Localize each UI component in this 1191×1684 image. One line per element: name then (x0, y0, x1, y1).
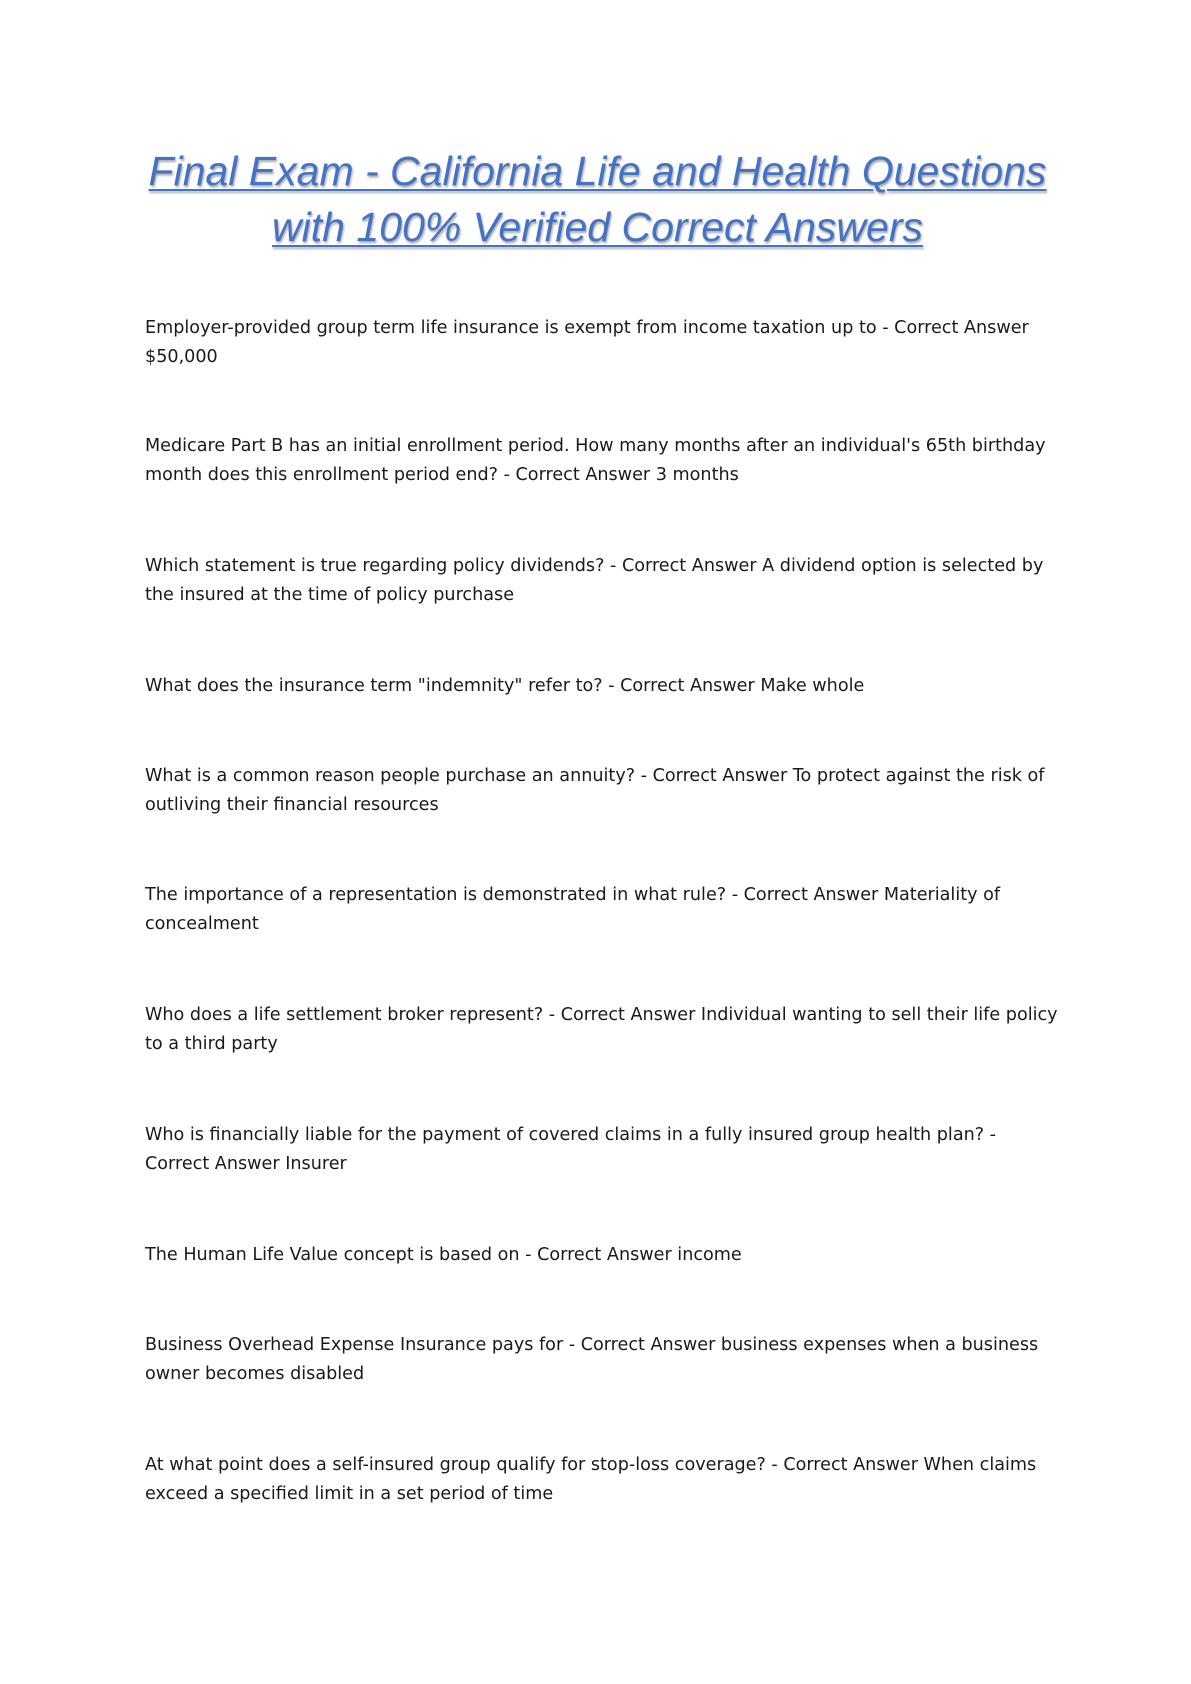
qa-item: The Human Life Value concept is based on - Correct Answer income (145, 1245, 742, 1265)
qa-item: The importance of a representation is demonstrated in what rule? - Correct Answer Materiality of concealment (145, 885, 1001, 934)
qa-item: Medicare Part B has an initial enrollment period. How many months after an individual's 65th birthday month does this enrollment period end? - Correct Answer 3 months (145, 436, 1046, 485)
qa-item: At what point does a self-insured group qualify for stop-loss coverage? - Correct Answer When claims exceed a specified limit in a set period of time (145, 1455, 1037, 1504)
document-title: Final Exam - California Life and Health Questions with 100% Verified Correct Answers (148, 148, 1047, 250)
qa-item: Which statement is true regarding policy dividends? - Correct Answer A dividend option is selected by the insured at the time of policy purchase (145, 556, 1044, 605)
qa-item: What does the insurance term "indemnity" refer to? - Correct Answer Make whole (145, 676, 865, 696)
qa-item: Employer-provided group term life insurance is exempt from income taxation up to - Correct Answer $50,000 (145, 318, 1029, 367)
qa-item: Who does a life settlement broker represent? - Correct Answer Individual wanting to sell their life policy to a third party (145, 1005, 1058, 1054)
qa-item: Business Overhead Expense Insurance pays for - Correct Answer business expenses when a business owner becomes disabled (145, 1335, 1039, 1384)
qa-item: Who is financially liable for the payment of covered claims in a fully insured group health plan? - Correct Answer Insurer (145, 1125, 997, 1174)
qa-item: What is a common reason people purchase an annuity? - Correct Answer To protect against the risk of outliving their financial resources (145, 766, 1045, 815)
